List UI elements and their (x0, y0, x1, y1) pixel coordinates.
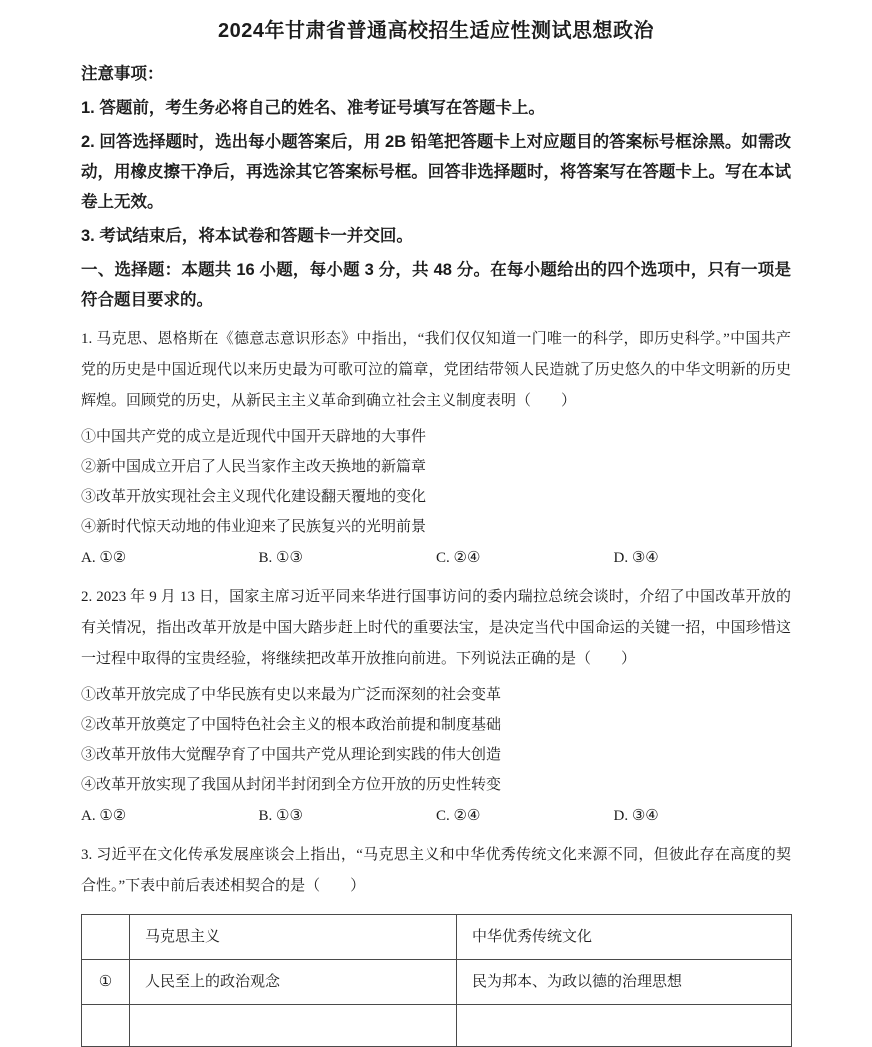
table-cell-index: ① (82, 960, 130, 1005)
question-2-stem: 2. 2023 年 9 月 13 日，国家主席习近平同来华进行国事访问的委内瑞拉总统会谈时，介绍了中国改革开放的有关情况，指出改革开放是中国大踏步赶上时代的重要法宝，是决定当代中国命运的关键一招，中国珍惜这一过程中取得的宝贵经验，将继续把改革开放推向前进。下列说法正确的是（ ） (81, 589, 791, 667)
notice-item-1: 1. 答题前，考生务必将自己的姓名、准考证号填写在答题卡上。 (81, 99, 545, 117)
question-2-statement-1: ①改革开放完成了中华民族有史以来最为广泛而深刻的社会变革 (81, 687, 502, 703)
question-1-statement-2: ②新中国成立开启了人民当家作主改天换地的新篇章 (81, 459, 427, 475)
table-header-cell-tradition: 中华优秀传统文化 (457, 915, 792, 960)
question-2 (81, 582, 791, 831)
question-3-table (81, 914, 792, 1047)
notice-heading: 注意事项： (81, 65, 164, 83)
table-cell-marxism-value: 人民至上的政治观念 (130, 960, 457, 1005)
question-3-stem: 3. 习近平在文化传承发展座谈会上指出，“马克思主义和中华优秀传统文化来源不同，但彼此存在高度的契合性。”下表中前后表述相契合的是（ ） (81, 847, 791, 894)
notice-section (81, 59, 791, 251)
table-row-partial (82, 1005, 792, 1047)
section-heading: 一、选择题：本题共 16 小题，每小题 3 分，共 48 分。在每小题给出的四个选项中，只有一项是符合题目要求的。 (81, 261, 791, 309)
question-2-choices (81, 801, 791, 831)
table-header-cell-marxism: 马克思主义 (130, 915, 457, 960)
choice-a: A. ①② (81, 808, 127, 824)
question-1-statement-1: ①中国共产党的成立是近现代中国开天辟地的大事件 (81, 429, 427, 445)
choice-a: A. ①② (81, 550, 127, 566)
notice-item-3: 3. 考试结束后，将本试卷和答题卡一并交回。 (81, 227, 413, 245)
question-1-choices (81, 543, 791, 573)
question-3 (81, 840, 791, 1047)
choice-c: C. ②④ (436, 808, 481, 824)
question-2-statement-4: ④改革开放实现了我国从封闭半封闭到全方位开放的历史性转变 (81, 777, 502, 793)
question-1 (81, 324, 791, 573)
choice-b: B. ①③ (258, 550, 303, 566)
choice-c: C. ②④ (436, 550, 481, 566)
choice-d: D. ③④ (613, 550, 659, 566)
exam-title: 2024年甘肃省普通高校招生适应性测试思想政治 (218, 20, 654, 42)
question-2-statement-2: ②改革开放奠定了中国特色社会主义的根本政治前提和制度基础 (81, 717, 502, 733)
choice-d: D. ③④ (613, 808, 659, 824)
table-header-cell-blank (82, 915, 130, 960)
question-1-statement-3: ③改革开放实现社会主义现代化建设翻天覆地的变化 (81, 489, 427, 505)
question-2-statement-3: ③改革开放伟大觉醒孕育了中国共产党从理论到实践的伟大创造 (81, 747, 502, 763)
notice-item-2: 2. 回答选择题时，选出每小题答案后，用 2B 铅笔把答题卡上对应题目的答案标号框涂黑。如需改动，用橡皮擦干净后，再选涂其它答案标号框。回答非选择题时，将答案写在答题卡上。写在本试卷上无效。 (81, 133, 791, 211)
question-1-statement-4: ④新时代惊天动地的伟业迎来了民族复兴的光明前景 (81, 519, 427, 535)
table-row-1 (82, 960, 792, 1005)
table-header-row (82, 915, 792, 960)
question-1-stem: 1. 马克思、恩格斯在《德意志意识形态》中指出，“我们仅仅知道一门唯一的科学，即历史科学。”中国共产党的历史是中国近现代以来历史最为可歌可泣的篇章，党团结带领人民造就了历史悠久的中华文明新的历史辉煌。回顾党的历史，从新民主主义革命到确立社会主义制度表明（ ） (81, 331, 791, 409)
table-cell-tradition-value: 民为邦本、为政以德的治理思想 (457, 960, 792, 1005)
choice-b: B. ①③ (258, 808, 303, 824)
